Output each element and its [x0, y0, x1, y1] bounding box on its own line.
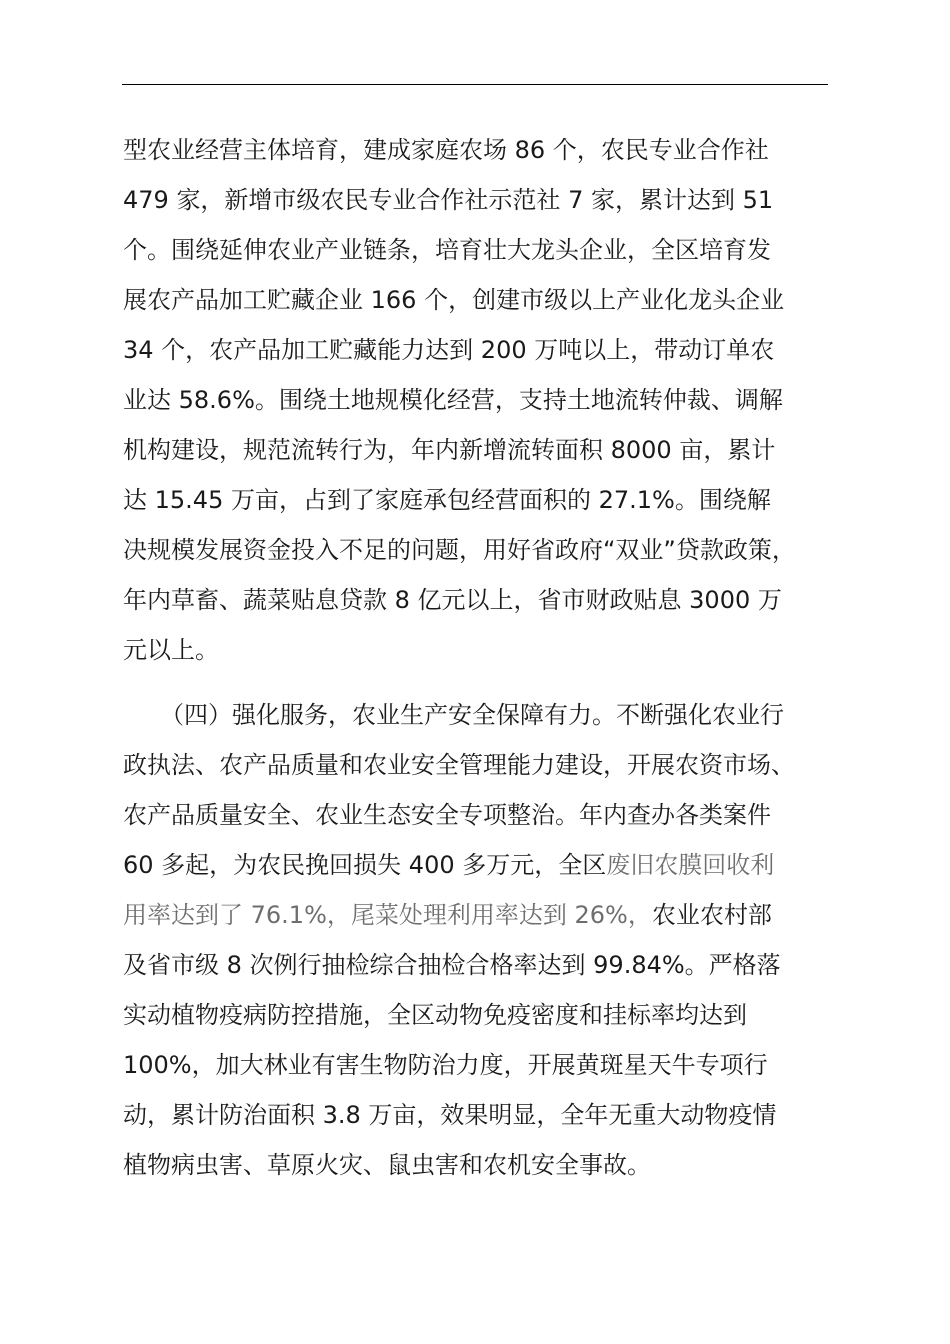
text-segment: 60 多起，为农民挽回损失 400 多万元，全区 — [123, 851, 607, 879]
text-line: 达 15.45 万亩，占到了家庭承包经营面积的 27.1%。围绕解 — [123, 486, 771, 514]
text-line: 政执法、农产品质量和农业安全管理能力建设，开展农资市场、 — [123, 751, 795, 779]
text-line: 479 家，新增市级农民专业合作社示范社 7 家，累计达到 51 — [123, 186, 774, 214]
text-line: 农产品质量安全、农业生态安全专项整治。年内查办各类案件 — [123, 801, 771, 829]
text-line: 个。围绕延伸农业产业链条，培育壮大龙头企业，全区培育发 — [123, 236, 771, 264]
text-line: 年内草畜、蔬菜贴息贷款 8 亿元以上，省市财政贴息 3000 万 — [123, 586, 782, 614]
text-line: 决规模发展资金投入不足的问题，用好省政府“双业”贷款政策， — [123, 536, 796, 564]
text-line: 展农产品加工贮藏企业 166 个，创建市级以上产业化龙头企业 — [123, 286, 785, 314]
section-heading-line: （四）强化服务，农业生产安全保障有力。不断强化农业行 — [160, 701, 784, 729]
text-line: 34 个，农产品加工贮藏能力达到 200 万吨以上，带动订单农 — [123, 336, 775, 364]
highlighted-text-segment: 用率达到了 76.1%，尾菜处理利用率达到 26%， — [123, 901, 652, 929]
text-line: 业达 58.6%。围绕土地规模化经营，支持土地流转仲裁、调解 — [123, 386, 783, 414]
text-segment: 农业农村部 — [651, 901, 772, 929]
text-line: 型农业经营主体培育，建成家庭农场 86 个，农民专业合作社 — [123, 136, 769, 164]
text-line: 动，累计防治面积 3.8 万亩，效果明显，全年无重大动物疫情 — [123, 1101, 777, 1129]
text-line — [123, 850, 774, 880]
text-line: 实动植物疫病防控措施，全区动物免疫密度和挂标率均达到 — [123, 1001, 747, 1029]
text-line — [123, 900, 772, 930]
text-line: 及省市级 8 次例行抽检综合抽检合格率达到 99.84%。严格落 — [123, 951, 781, 979]
text-line: 元以上。 — [123, 636, 219, 664]
text-line: 机构建设，规范流转行为，年内新增流转面积 8000 亩，累计 — [123, 436, 776, 464]
text-line: 100%，加大林业有害生物防治力度，开展黄斑星天牛专项行 — [123, 1051, 768, 1079]
text-line: 植物病虫害、草原火灾、鼠虫害和农机安全事故。 — [123, 1151, 651, 1179]
header-rule — [122, 84, 828, 85]
highlighted-text-segment: 废旧农膜回收利 — [606, 851, 775, 879]
